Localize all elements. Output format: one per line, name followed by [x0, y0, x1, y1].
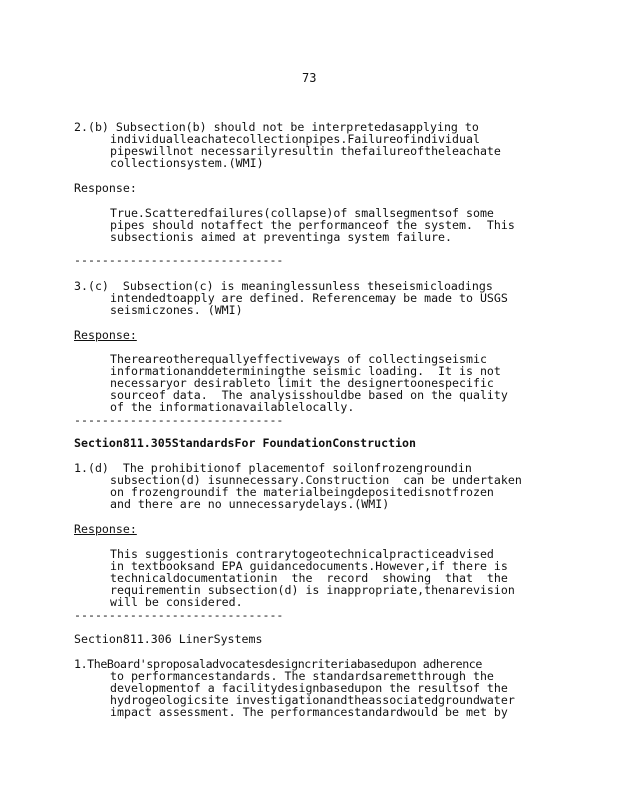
- response-3-line-2: in textbooksand EPA guidancedocuments.However,if there is: [110, 559, 508, 573]
- response-2-line-1: Thereareotherequallyeffectiveways of collectingseismic: [110, 352, 487, 366]
- response-3-line-1: This suggestionis contrarytogeotechnicalpracticeadvised: [110, 547, 494, 561]
- comment-1-liner-line-2: to performancestandards. The standardsaremetthrough the: [110, 669, 494, 683]
- response-heading-2: Response:: [74, 328, 137, 342]
- comment-2b-line-2: individualleachatecollectionpipes.Failureofindividual: [110, 132, 480, 146]
- response-1-line-2: pipes should notaffect the performanceof the system. This: [110, 218, 515, 232]
- comment-1-liner-line-1: 1.TheBoard'sproposaladvocatesdesigncriteriabasedupon adherence: [74, 657, 482, 671]
- response-2-line-5: of the informationavailablelocally.: [110, 400, 355, 414]
- response-2-line-2: informationanddeterminingthe seismic loading. It is not: [110, 364, 501, 378]
- comment-1d-line-1: 1.(d) The prohibitionof placementof soilonfrozengroundin: [74, 461, 472, 475]
- response-heading-1: Response:: [74, 181, 137, 195]
- response-3-line-5: will be considered.: [110, 595, 243, 609]
- section-heading-811-305: Section811.305StandardsFor FoundationConstruction: [74, 436, 417, 450]
- comment-2b-line-3: pipeswillnot necessarilyresultin thefailureoftheleachate: [110, 144, 501, 158]
- comment-1-liner-line-3: developmentof a facilitydesignbasedupon the resultsof the: [110, 681, 508, 695]
- response-2-line-4: sourceof data. The analysisshouldbe based on the quality: [110, 388, 508, 402]
- comment-1d-line-4: and there are no unnecessarydelays.(WMI): [110, 497, 390, 511]
- response-1-line-3: subsectionis aimed at preventinga system failure.: [110, 230, 453, 244]
- comment-1d-line-3: on frozengroundif the materialbeingdepositedisnotfrozen: [110, 485, 494, 499]
- comment-3c-line-3: seismiczones. (WMI): [110, 303, 243, 317]
- response-3-line-4: requirementin subsection(d) is inappropriate,thenarevision: [110, 583, 515, 597]
- response-heading-3: Response:: [74, 522, 137, 536]
- comment-2b-line-1: 2.(b) Subsection(b) should not be interpretedasapplying to: [74, 120, 479, 134]
- page-number: 73: [302, 71, 317, 85]
- response-2-line-3: necessaryor desirableto limit the designertoonespecific: [110, 376, 494, 390]
- separator-2: ------------------------------: [74, 413, 284, 427]
- comment-3c-line-1: 3.(c) Subsection(c) is meaninglessunless theseismicloadings: [74, 279, 493, 293]
- comment-1-liner-line-5: impact assessment. The performancestandardwould be met by: [110, 705, 508, 719]
- comment-1-liner-line-4: hydrogeologicsite investigationandtheassociatedgroundwater: [110, 693, 515, 707]
- section-heading-811-306: Section811.306 LinerSystems: [74, 632, 263, 646]
- response-3-line-3: technicaldocumentationin the record showing that the: [110, 571, 508, 585]
- separator-3: ------------------------------: [74, 608, 284, 622]
- response-1-line-1: True.Scatteredfailures(collapse)of smallsegmentsof some: [110, 206, 494, 220]
- comment-2b-line-4: collectionsystem.(WMI): [110, 156, 264, 170]
- comment-1d-line-2: subsection(d) isunnecessary.Construction can be undertaken: [110, 473, 522, 487]
- comment-3c-line-2: intendedtoapply are defined. Referencemay be made to USGS: [110, 291, 508, 305]
- separator-1: ------------------------------: [74, 253, 284, 267]
